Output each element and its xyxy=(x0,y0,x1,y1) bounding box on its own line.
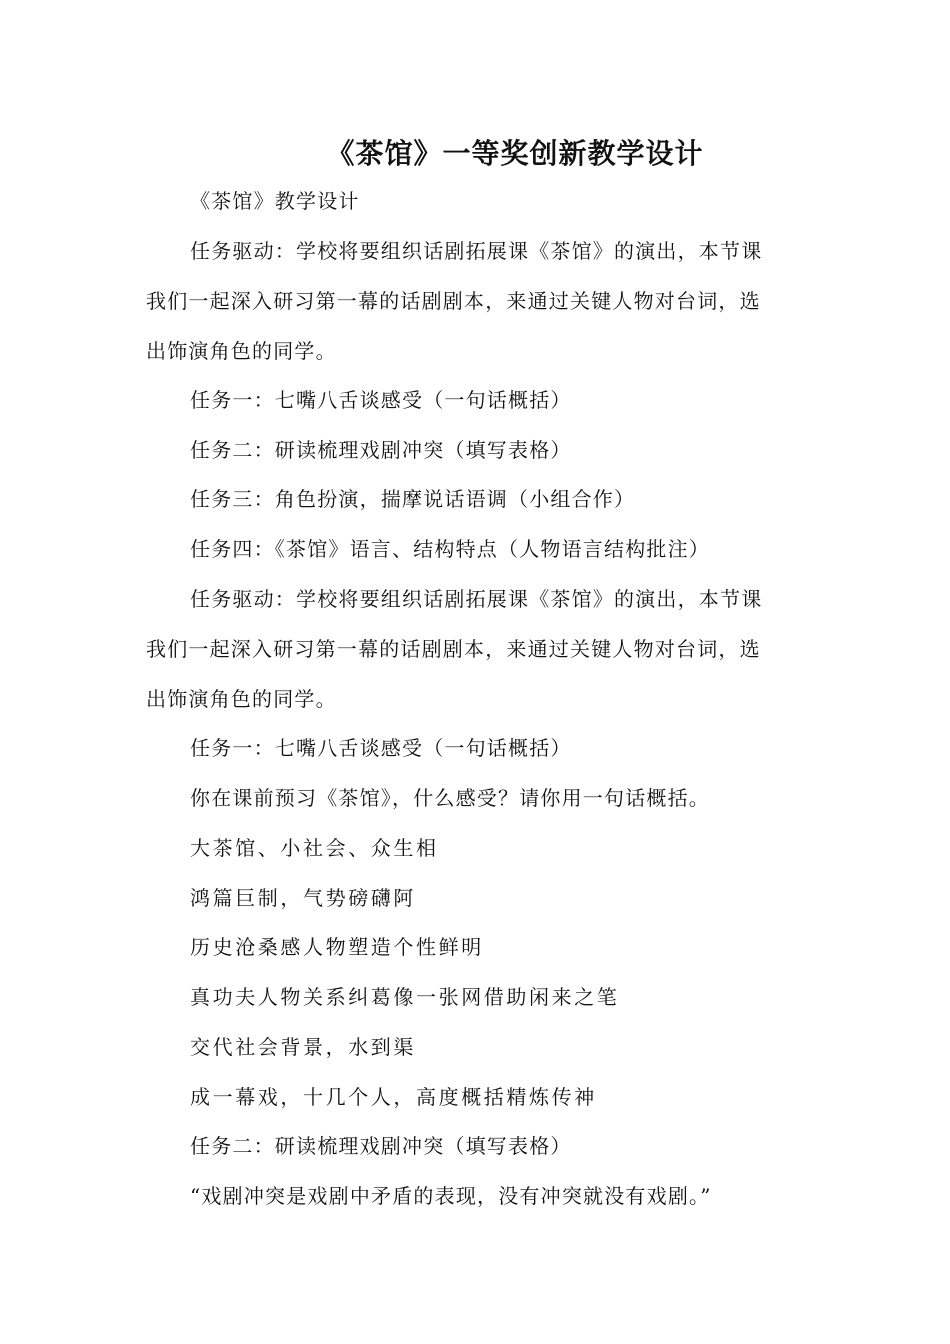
text-line: 真功夫人物关系纠葛像一张网借助闲来之笔 xyxy=(190,985,620,1009)
text-line: 任务四：《茶馆》语言、结构特点（人物语言结构批注） xyxy=(190,537,710,561)
text-line: 任务二：研读梳理戏剧冲突（填写表格） xyxy=(190,438,572,462)
text-line: 任务一：七嘴八舌谈感受（一句话概括） xyxy=(190,388,572,412)
text-line: 任务一：七嘴八舌谈感受（一句话概括） xyxy=(190,736,572,760)
text-line: 出饰演角色的同学。 xyxy=(146,339,337,363)
text-line: 鸿篇巨制，气势磅礴阿 xyxy=(190,886,416,910)
text-line: 我们一起深入研习第一幕的话剧剧本，来通过关键人物对台词，选 xyxy=(146,289,761,313)
text-line: 出饰演角色的同学。 xyxy=(146,687,337,711)
quote-line: “戏剧冲突是戏剧中矛盾的表现，没有冲突就没有戏剧。” xyxy=(190,1184,712,1208)
text-line: 我们一起深入研习第一幕的话剧剧本，来通过关键人物对台词，选 xyxy=(146,637,761,661)
text-line: 任务二：研读梳理戏剧冲突（填写表格） xyxy=(190,1134,572,1158)
text-line: 历史沧桑感人物塑造个性鲜明 xyxy=(190,935,484,959)
text-line: 任务驱动：学校将要组织话剧拓展课《茶馆》的演出，本节课 xyxy=(190,239,763,263)
text-line: 任务三：角色扮演，揣摩说话语调（小组合作） xyxy=(190,487,636,511)
text-line: 成一幕戏，十几个人，高度概括精炼传神 xyxy=(190,1085,597,1109)
document-title: 《茶馆》一等奖创新教学设计 xyxy=(326,137,704,170)
text-line: 《茶馆》教学设计 xyxy=(190,189,360,213)
text-line: 任务驱动：学校将要组织话剧拓展课《茶馆》的演出，本节课 xyxy=(190,587,763,611)
text-line: 你在课前预习《茶馆》，什么感受？请你用一句话概括。 xyxy=(190,786,710,810)
text-line: 交代社会背景，水到渠 xyxy=(190,1035,416,1059)
text-line: 大茶馆、小社会、众生相 xyxy=(190,836,439,860)
